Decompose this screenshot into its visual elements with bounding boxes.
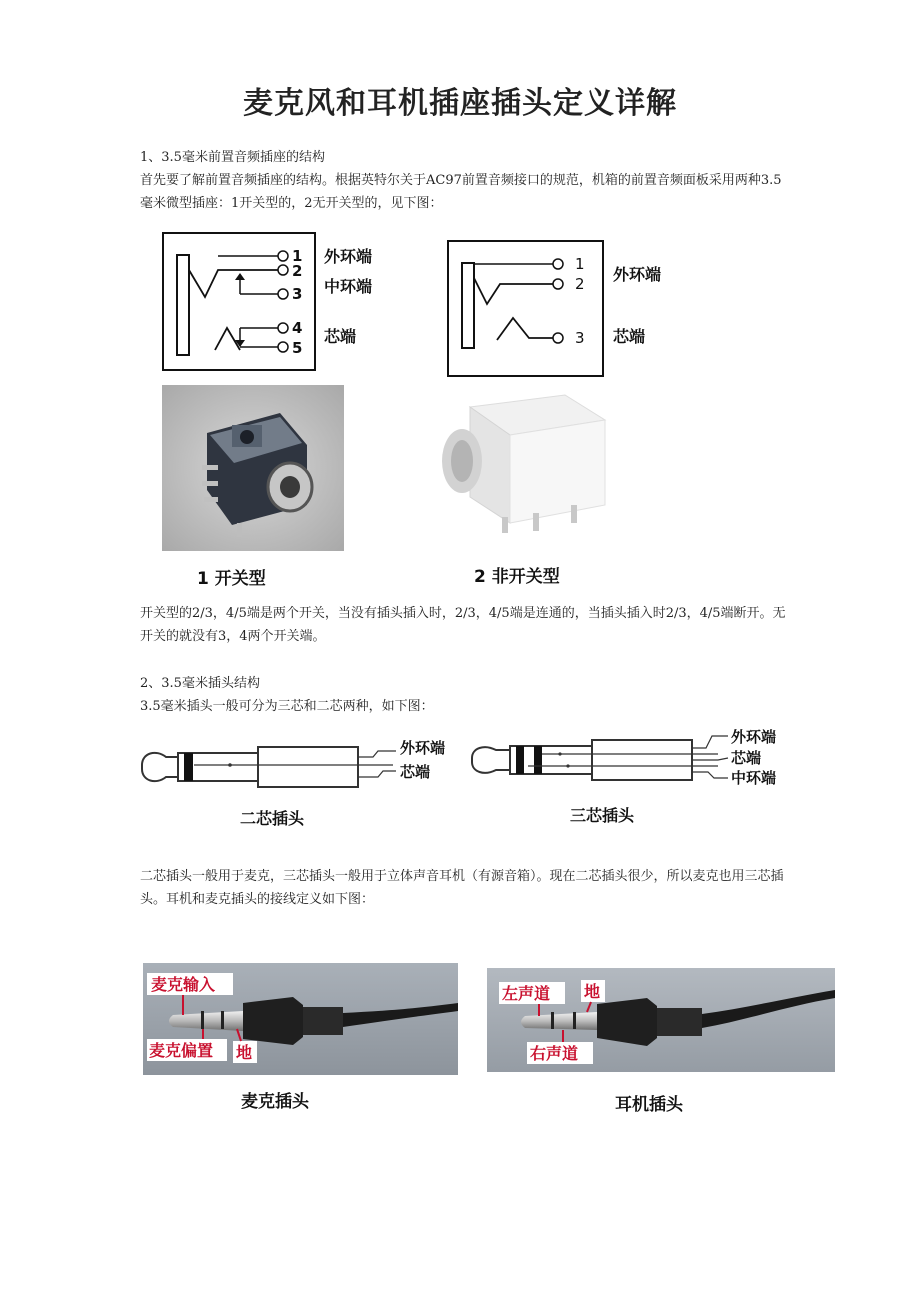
pin-1: 1: [292, 247, 303, 265]
caption-non-switched: [472, 562, 622, 590]
label-core: 芯端: [613, 327, 646, 346]
label-core: 芯端: [324, 327, 357, 346]
three-conductor-plug-diagram: [468, 722, 798, 832]
caption-mic-plug: 麦克插头: [241, 1092, 309, 1112]
caption-two-conductor: 二芯插头: [240, 809, 305, 828]
pin-3: 3: [575, 329, 585, 347]
label-mic-input: 麦克输入: [151, 975, 216, 994]
pin-2: 2: [575, 275, 585, 293]
non-switched-jack-diagram: [445, 238, 685, 380]
pin-1: 1: [575, 255, 585, 273]
two-conductor-plug-diagram: [138, 735, 458, 835]
page-title: 麦克风和耳机插座插头定义详解: [243, 86, 677, 121]
pin-2: 2: [292, 262, 303, 280]
mic-plug-photo: [143, 963, 458, 1118]
switched-jack-photo: [162, 385, 344, 551]
label-outer-ring: 外环端: [731, 728, 777, 746]
section2-paragraph: 3.5毫米插头一般可分为三芯和二芯两种，如下图：: [140, 699, 434, 714]
caption-three-conductor: 三芯插头: [570, 806, 635, 825]
section1-note: 开关型的2/3，4/5端是两个开关，当没有插头插入时，2/3，4/5端是连通的，当插头插入时2/3，4/5端断开。无开关的就没有3，4两个开关端。: [140, 606, 786, 644]
label-right-channel: 右声道: [530, 1044, 579, 1063]
label-core: 芯端: [400, 763, 431, 781]
label-middle-ring: 中环端: [731, 769, 777, 787]
label-outer-ring: 外环端: [613, 265, 662, 284]
switched-jack-diagram: [160, 230, 400, 375]
section1-paragraph: 首先要了解前置音频插座的结构。根据英特尔关于AC97前置音频接口的规范，机箱的前置音频面板采用两种3.5毫米微型插座：1开关型的，2无开关型的，见下图：: [140, 173, 782, 211]
non-switched-jack-photo: [425, 385, 610, 535]
caption-headphone-plug: 耳机插头: [615, 1095, 683, 1115]
section2-heading: 2、3.5毫米插头结构: [140, 676, 260, 691]
label-left-channel: 左声道: [502, 984, 551, 1003]
headphone-plug-photo: [487, 968, 835, 1118]
label-middle-ring: 中环端: [324, 277, 373, 296]
label-outer-ring: 外环端: [400, 739, 446, 757]
pin-4: 4: [292, 319, 303, 337]
label-mic-ground: 地: [236, 1043, 253, 1062]
label-core: 芯端: [731, 749, 762, 767]
label-headphone-ground: 地: [584, 982, 601, 1001]
label-mic-bias: 麦克偏置: [149, 1041, 214, 1060]
section1-heading: 1、3.5毫米前置音频插座的结构: [140, 150, 325, 165]
caption-switched: [195, 564, 335, 592]
pin-3: 3: [292, 285, 303, 303]
svg-text:2 非开关型: 2 非开关型: [474, 567, 560, 587]
svg-text:1 开关型: 1 开关型: [197, 569, 266, 589]
label-outer-ring: 外环端: [324, 247, 373, 266]
section2-note: 二芯插头一般用于麦克，三芯插头一般用于立体声音耳机（有源音箱）。现在二芯插头很少，所以麦克也用三芯插头。耳机和麦克插头的接线定义如下图：: [140, 869, 784, 907]
pin-5: 5: [292, 339, 303, 357]
